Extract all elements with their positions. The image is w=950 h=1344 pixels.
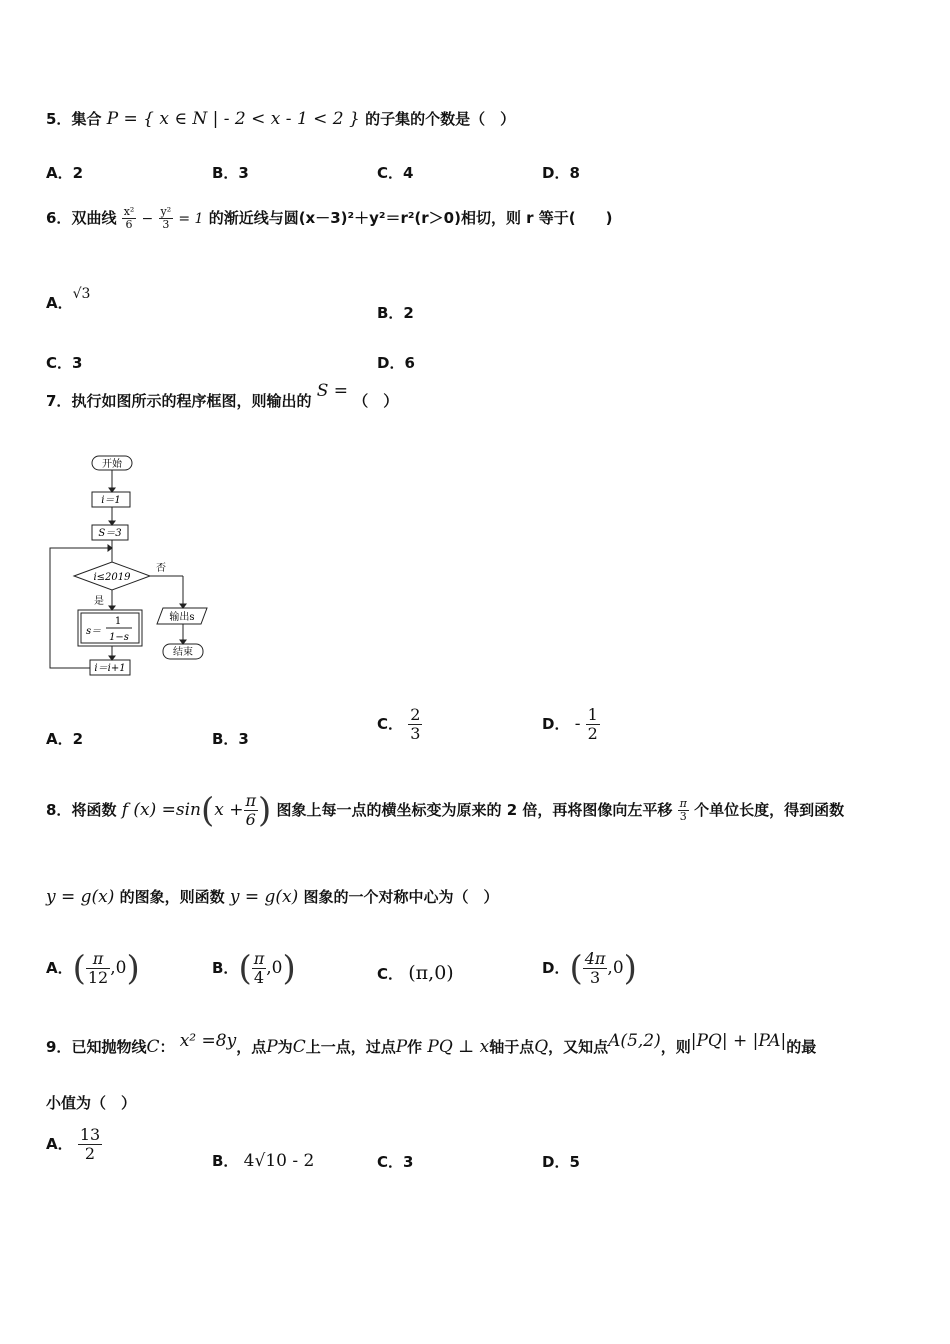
q9-option-a-label: A． bbox=[46, 1135, 73, 1153]
q9-option-a-den: 2 bbox=[84, 1144, 96, 1163]
q6-option-b[interactable]: B．2 bbox=[377, 304, 414, 322]
q9-t2: 为 bbox=[277, 1038, 293, 1056]
q7-option-d-label: D． bbox=[542, 715, 570, 733]
flow-no-label: 否 bbox=[156, 563, 166, 574]
q8-three: 3 bbox=[679, 810, 687, 823]
q8-option-d-label: D． bbox=[542, 959, 570, 977]
q8-six: 6 bbox=[245, 810, 256, 829]
q9-parabola: x² =8y bbox=[179, 1031, 237, 1051]
q8-option-b[interactable]: B．( $\frac{\pi}{4}$ ,0) bbox=[212, 948, 296, 989]
q8-option-a-den: 12 bbox=[87, 968, 109, 987]
q8-option-d-fraction bbox=[583, 950, 608, 987]
q9-sum: |PQ| + |PA| bbox=[690, 1031, 787, 1051]
q5-lead: 集合 bbox=[71, 110, 102, 128]
q8-option-b-tail: ,0 bbox=[266, 958, 283, 978]
flow-condition-text: i≤2019 bbox=[93, 572, 131, 583]
question-9 bbox=[46, 1031, 817, 1057]
q9-option-a[interactable] bbox=[46, 1126, 102, 1163]
q8-tail: 个单位长度，得到函数 bbox=[694, 801, 845, 819]
q7-option-a[interactable]: A．2 bbox=[46, 730, 84, 748]
flow-assign-lhs: s＝ bbox=[86, 626, 102, 637]
question-6: 6．双曲线 $\frac{\text{x²}}{6}$ − $\frac{\text{y²}}{3}$ = 1 的渐近线与圆(x－3)²＋y²＝r²(r＞0)相切，则 r 等于( ) bbox=[46, 205, 613, 231]
q8-option-c[interactable] bbox=[377, 962, 454, 984]
flow-output-text: 输出s bbox=[169, 612, 195, 623]
q8-option-b-fraction bbox=[252, 950, 267, 987]
q6-fraction-1 bbox=[122, 206, 137, 231]
q6-option-a-label: A． bbox=[46, 294, 73, 312]
q8-pi-over-3 bbox=[678, 798, 689, 823]
q8-line2-text-1: 的图象，则函数 bbox=[119, 888, 225, 906]
q8-option-b-label: B． bbox=[212, 959, 239, 977]
flow-start-text: 开始 bbox=[102, 459, 122, 470]
q7-option-c[interactable] bbox=[377, 706, 422, 743]
q7-text: 执行如图所示的程序框图，则输出的 bbox=[71, 392, 312, 410]
q9-point-a: A(5,2) bbox=[608, 1031, 661, 1051]
q9-colon: ： bbox=[159, 1038, 175, 1056]
q8-option-a-tail: ,0 bbox=[110, 958, 127, 978]
q5-option-a[interactable]: A．2 bbox=[46, 164, 84, 182]
q6-option-a-value: √3 bbox=[72, 286, 91, 302]
q8-option-d-tail: ,0 bbox=[607, 958, 624, 978]
question-5 bbox=[46, 108, 515, 129]
q8-option-a[interactable]: A．( $\frac{\pi}{12}$ ,0) bbox=[46, 948, 140, 989]
q7-s-expression: S = bbox=[316, 381, 348, 401]
q8-mid: 图象上每一点的横坐标变为原来的 2 倍，再将图像向左平移 bbox=[276, 801, 673, 819]
q9-q: Q bbox=[534, 1037, 549, 1057]
q6-number: 6． bbox=[46, 209, 72, 227]
q7-option-d-fraction bbox=[586, 706, 600, 743]
q9-t7: ，则 bbox=[660, 1038, 691, 1056]
q5-number: 5． bbox=[46, 110, 72, 128]
q9-line-2: 小值为（ ） bbox=[46, 1094, 137, 1112]
q9-t1: ，点 bbox=[236, 1038, 267, 1056]
q6-frac1-den: 6 bbox=[125, 218, 133, 231]
q8-option-d-den: 3 bbox=[589, 968, 601, 987]
q8-pi: π bbox=[245, 791, 257, 810]
q5-set-expression: P = { x ∈ N | - 2 < x - 1 < 2 } bbox=[106, 109, 360, 129]
q8-inner-x: x + bbox=[214, 800, 244, 820]
q8-option-b-num: π bbox=[253, 949, 265, 968]
q7-flowchart bbox=[46, 452, 226, 684]
q8-option-d[interactable]: D．( $\frac{4\pi}{3}$ ,0) bbox=[542, 948, 637, 989]
q6-frac1-num: x² bbox=[123, 205, 135, 218]
q8-option-d-num: 4π bbox=[584, 949, 606, 968]
flow-increment-text: i＝i+1 bbox=[94, 663, 126, 674]
q9-option-c[interactable]: C．3 bbox=[377, 1153, 414, 1171]
q9-c2: C bbox=[292, 1037, 306, 1057]
q9-t5: 轴于点 bbox=[489, 1038, 535, 1056]
q8-lead: 将函数 bbox=[71, 801, 117, 819]
q9-option-b-value: 4√10 - 2 bbox=[243, 1151, 315, 1171]
q9-option-a-num: 13 bbox=[79, 1125, 101, 1144]
q8-g-expression-2: y = g(x) bbox=[229, 887, 299, 907]
q8-option-c-value: (π,0) bbox=[408, 962, 454, 984]
flow-assign-num: 1 bbox=[114, 616, 122, 627]
q7-number: 7． bbox=[46, 392, 72, 410]
q6-fraction-2 bbox=[159, 206, 174, 231]
q6-option-c[interactable]: C．3 bbox=[46, 354, 83, 372]
q7-option-d-sign: - bbox=[574, 714, 581, 734]
question-7 bbox=[46, 381, 399, 411]
question-8: 8．将函数 f (x) =sin(x + $\frac{\pi}{6}$ ) 图象上每一点的横坐标变为原来的 2 倍，再将图像向左平移 $\frac{\pi}{3}$ 个单位长度，得到函数 bbox=[46, 790, 845, 831]
q8-function: f (x) =sin bbox=[121, 800, 201, 820]
q7-option-c-num: 2 bbox=[410, 705, 421, 724]
q8-option-c-label: C． bbox=[377, 965, 404, 983]
q9-option-b-label: B． bbox=[212, 1152, 239, 1170]
q9-option-a-fraction bbox=[78, 1126, 102, 1163]
q9-t3: 上一点，过点 bbox=[305, 1038, 396, 1056]
q8-number: 8． bbox=[46, 801, 72, 819]
flow-init-s-text: S＝3 bbox=[98, 528, 122, 539]
q8-pi-over-6 bbox=[244, 792, 259, 829]
q7-option-d-den: 2 bbox=[587, 724, 598, 743]
q9-option-b[interactable] bbox=[212, 1150, 314, 1171]
q6-lead: 双曲线 bbox=[71, 209, 117, 227]
flow-end-text: 结束 bbox=[173, 647, 193, 658]
q6-tail: 的渐近线与圆(x－3)²＋y²＝r²(r＞0)相切，则 r 等于( ) bbox=[208, 209, 613, 227]
q5-tail: 的子集的个数是（ ） bbox=[365, 110, 516, 128]
q9-t8: 的最 bbox=[786, 1038, 817, 1056]
flow-yes-label: 是 bbox=[94, 596, 104, 607]
q7-option-b[interactable]: B．3 bbox=[212, 730, 249, 748]
q9-c: C bbox=[146, 1037, 160, 1057]
q9-lead: 已知抛物线 bbox=[71, 1038, 147, 1056]
q8-g-expression-1: y = g(x) bbox=[46, 887, 115, 907]
q7-tail: （ ） bbox=[353, 392, 399, 410]
q8-option-b-den: 4 bbox=[253, 968, 265, 987]
q6-option-d[interactable]: D．6 bbox=[377, 354, 415, 372]
q7-option-c-fraction bbox=[408, 706, 422, 743]
flow-init-i-text: i＝1 bbox=[101, 495, 121, 506]
q8-option-a-label: A． bbox=[46, 959, 73, 977]
q6-frac2-num: y² bbox=[160, 205, 172, 218]
q8-option-a-fraction bbox=[86, 950, 110, 987]
q5-option-d[interactable]: D．8 bbox=[542, 164, 580, 182]
q9-t4: 作 bbox=[407, 1038, 423, 1056]
q9-pq: PQ ⊥ x bbox=[427, 1037, 490, 1057]
q5-option-b[interactable]: B．3 bbox=[212, 164, 249, 182]
q6-frac2-den: 3 bbox=[162, 218, 170, 231]
question-8-line-2 bbox=[46, 886, 499, 907]
q6-equals: = 1 bbox=[178, 211, 204, 227]
q8-pi-2: π bbox=[679, 797, 687, 810]
q8-option-a-num: π bbox=[86, 950, 110, 969]
q5-option-c[interactable]: C．4 bbox=[377, 164, 414, 182]
q9-p2: P bbox=[395, 1037, 408, 1057]
flow-assign-den: 1−s bbox=[109, 632, 129, 643]
q6-option-a[interactable] bbox=[46, 286, 91, 313]
q7-option-d[interactable] bbox=[542, 706, 600, 743]
q9-number: 9． bbox=[46, 1038, 72, 1056]
q7-option-c-label: C． bbox=[377, 715, 404, 733]
q9-option-d[interactable]: D．5 bbox=[542, 1153, 580, 1171]
q7-option-d-num: 1 bbox=[587, 705, 598, 724]
q9-t6: ，又知点 bbox=[548, 1038, 609, 1056]
q8-line2-text-2: 图象的一个对称中心为（ ） bbox=[303, 888, 499, 906]
q9-p: P bbox=[266, 1037, 278, 1057]
q7-option-c-den: 3 bbox=[410, 724, 421, 743]
